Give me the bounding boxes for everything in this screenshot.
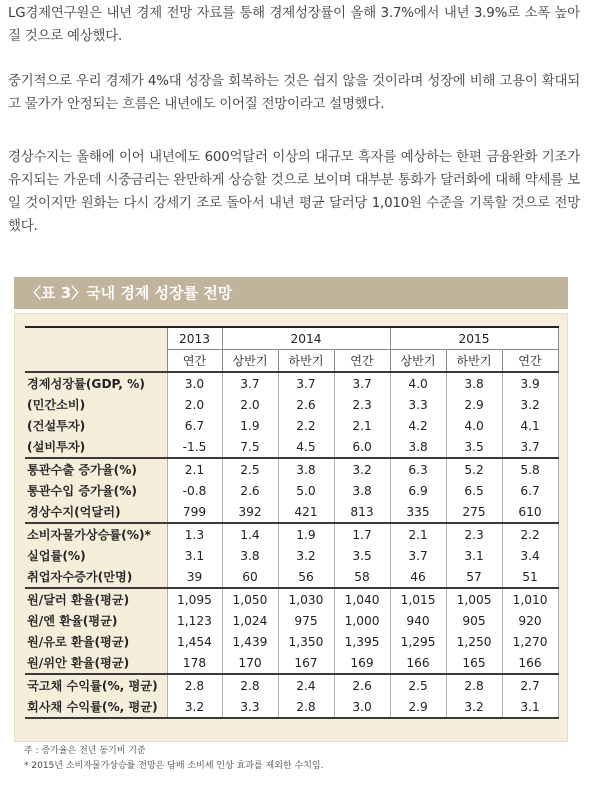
table-cell: 1.9: [222, 415, 278, 436]
table-row: [25, 652, 558, 674]
table-cell: 1,123: [167, 610, 222, 631]
table-cell: 3.8: [390, 436, 446, 458]
table-cell: -0.8: [167, 480, 222, 501]
table-row: [25, 545, 558, 566]
row-label: (건설투자): [27, 419, 86, 433]
table-cell: 56: [278, 566, 334, 588]
table-cell: 2.8: [222, 674, 278, 696]
table-cell: 6.3: [390, 458, 446, 480]
table-cell: 275: [446, 501, 502, 523]
table-cell: 2.6: [278, 394, 334, 415]
table-cell: 1,350: [278, 631, 334, 652]
table-cell: 2.0: [222, 394, 278, 415]
table-cell: 1,439: [222, 631, 278, 652]
table-cell: 1,024: [222, 610, 278, 631]
table-cell: 3.7: [334, 372, 390, 394]
period-header: 연간: [502, 350, 558, 373]
table-cell: 6.5: [446, 480, 502, 501]
table-cell: 3.2: [334, 458, 390, 480]
row-label: 원/달러 환율(평균): [25, 588, 167, 610]
row-label: 경제성장률(GDP, %): [25, 372, 167, 394]
table-cell: 3.3: [222, 696, 278, 718]
row-label: 통관수출 증가율(%): [25, 458, 167, 480]
table-cell: 6.7: [167, 415, 222, 436]
table-cell: 1,005: [446, 588, 502, 610]
period-header-row: [25, 350, 558, 373]
table-cell: 57: [446, 566, 502, 588]
table-notes: [24, 744, 323, 774]
table-cell: 1,015: [390, 588, 446, 610]
table-cell: 1,295: [390, 631, 446, 652]
table-cell: 1.9: [278, 523, 334, 545]
table-cell: 7.5: [222, 436, 278, 458]
table-cell: 1.4: [222, 523, 278, 545]
period-header: 상반기: [222, 350, 278, 373]
table-cell: 2.9: [390, 696, 446, 718]
table-cell: 2.6: [222, 480, 278, 501]
table-row: [25, 436, 558, 458]
table-cell: 3.7: [278, 372, 334, 394]
table-row: [25, 588, 558, 610]
year-header: 2015: [390, 327, 558, 350]
table-cell: 799: [167, 501, 222, 523]
forecast-table: [25, 326, 559, 719]
table-cell: 813: [334, 501, 390, 523]
table-row: [25, 501, 558, 523]
row-label: 원/위안 환율(평균): [27, 656, 130, 670]
table-cell: 1,030: [278, 588, 334, 610]
table-cell: 421: [278, 501, 334, 523]
table-cell: 3.8: [446, 372, 502, 394]
table-cell: 3.7: [502, 436, 558, 458]
note-cpi-footnote: * 2015년 소비자물가상승률 전망은 담배 소비세 인상 효과를 제외한 수치임.: [24, 761, 324, 771]
table-row: [25, 523, 558, 545]
header-blank: [25, 350, 167, 373]
table-cell: 1,270: [502, 631, 558, 652]
table-cell: 2.2: [502, 523, 558, 545]
outlook-paragraph: 중기적으로 우리 경제가 4%대 성장을 회복하는 것은 쉽지 않을 것이라며 성장에 비해 고용이 확대되고 물가가 안정되는 흐름은 내년에도 이어질 전망이라고 설명했다.: [8, 74, 580, 112]
table-cell: 1,010: [502, 588, 558, 610]
table-cell: 1,250: [446, 631, 502, 652]
row-label: 소비자물가상승률(%)*: [25, 523, 167, 545]
row-label: 국고채 수익률(%, 평균): [25, 674, 167, 696]
table-body: [25, 372, 558, 718]
table-cell: 39: [167, 566, 222, 588]
row-label: 취업자수증가(만명): [27, 570, 133, 584]
table-cell: 975: [278, 610, 334, 631]
table-cell: 6.0: [334, 436, 390, 458]
table-cell: 3.7: [222, 372, 278, 394]
table-cell: 1.7: [334, 523, 390, 545]
period-header: 연간: [334, 350, 390, 373]
table-cell: 4.1: [502, 415, 558, 436]
row-label: 통관수입 증가율(%): [27, 484, 138, 498]
table-cell: 392: [222, 501, 278, 523]
table-cell: 4.2: [390, 415, 446, 436]
period-header: 연간: [167, 350, 222, 373]
table-cell: 3.3: [390, 394, 446, 415]
table-cell: 4.0: [446, 415, 502, 436]
table-cell: 3.5: [446, 436, 502, 458]
table-cell: 5.2: [446, 458, 502, 480]
year-header: 2014: [222, 327, 390, 350]
table-cell: 3.2: [278, 545, 334, 566]
table-cell: 3.0: [334, 696, 390, 718]
table-cell: 3.2: [167, 696, 222, 718]
table-cell: 1,000: [334, 610, 390, 631]
row-label: 실업률(%): [27, 549, 86, 563]
table-row: [25, 458, 558, 480]
year-header-row: [25, 327, 558, 350]
row-label: 원/유로 환율(평균): [27, 635, 130, 649]
table-cell: 166: [390, 652, 446, 674]
table-cell: 170: [222, 652, 278, 674]
table-cell: 1,395: [334, 631, 390, 652]
table-row: [25, 696, 558, 718]
table-cell: 2.3: [334, 394, 390, 415]
table-cell: 1.3: [167, 523, 222, 545]
table-cell: 5.8: [502, 458, 558, 480]
table-row: [25, 415, 558, 436]
table-cell: 3.1: [446, 545, 502, 566]
table-cell: 1,454: [167, 631, 222, 652]
table-cell: 46: [390, 566, 446, 588]
table-row: [25, 480, 558, 501]
table-cell: -1.5: [167, 436, 222, 458]
table-cell: 920: [502, 610, 558, 631]
table-cell: 3.0: [167, 372, 222, 394]
row-label: 경상수지(억달러): [27, 505, 121, 519]
table-cell: 51: [502, 566, 558, 588]
table-cell: 6.7: [502, 480, 558, 501]
table-row: [25, 631, 558, 652]
table-cell: 2.3: [446, 523, 502, 545]
header-blank: [25, 327, 167, 350]
table-cell: 905: [446, 610, 502, 631]
table-cell: 2.5: [390, 674, 446, 696]
row-label: (민간소비): [27, 398, 86, 412]
table-cell: 3.8: [222, 545, 278, 566]
table-cell: 2.0: [167, 394, 222, 415]
table-cell: 3.4: [502, 545, 558, 566]
period-header: 하반기: [446, 350, 502, 373]
table-cell: 2.1: [167, 458, 222, 480]
table-cell: 169: [334, 652, 390, 674]
table-cell: 2.1: [390, 523, 446, 545]
row-label: 회사채 수익률(%, 평균): [25, 696, 167, 718]
table-cell: 3.1: [167, 545, 222, 566]
table-cell: 3.8: [278, 458, 334, 480]
intro-paragraph: LG경제연구원은 내년 경제 전망 자료를 통해 경제성장률이 올해 3.7%에서 내년 3.9%로 소폭 높아질 것으로 예상했다.: [8, 6, 580, 44]
period-header: 상반기: [390, 350, 446, 373]
table-cell: 335: [390, 501, 446, 523]
table-cell: 2.2: [278, 415, 334, 436]
table-cell: 4.0: [390, 372, 446, 394]
table-cell: 1,095: [167, 588, 222, 610]
table-cell: 60: [222, 566, 278, 588]
table-cell: 4.5: [278, 436, 334, 458]
table-cell: 2.6: [334, 674, 390, 696]
table-row: [25, 566, 558, 588]
period-header: 하반기: [278, 350, 334, 373]
table-row: [25, 674, 558, 696]
table-cell: 2.4: [278, 674, 334, 696]
table-cell: 166: [502, 652, 558, 674]
table-cell: 2.9: [446, 394, 502, 415]
table-cell: 2.1: [334, 415, 390, 436]
table-row: [25, 372, 558, 394]
table-row: [25, 394, 558, 415]
table-cell: 6.9: [390, 480, 446, 501]
table-cell: 3.5: [334, 545, 390, 566]
table-cell: 178: [167, 652, 222, 674]
note-growth-basis: 주 : 증가율은 전년 동기비 기준: [24, 746, 146, 756]
table-cell: 1,050: [222, 588, 278, 610]
table-cell: 610: [502, 501, 558, 523]
table-cell: 2.5: [222, 458, 278, 480]
table-cell: 2.7: [502, 674, 558, 696]
table-cell: 2.8: [446, 674, 502, 696]
table-cell: 3.2: [502, 394, 558, 415]
table-cell: 3.8: [334, 480, 390, 501]
row-label: 원/엔 환율(평균): [27, 614, 118, 628]
table-cell: 5.0: [278, 480, 334, 501]
current-account-paragraph: 경상수지는 올해에 이어 내년에도 600억달러 이상의 대규모 흑자를 예상하는 한편 금융완화 기조가 유지되는 가운데 시중금리는 완만하게 상승할 것으로 보이며 대부분 통화가 달러화에 대해 약세를 보일 것이지만 원화는 다시 강세기 조로 돌아서 내년 평균 달러당 1,010원 수준을 기록할 것으로 전망했다.: [8, 150, 580, 234]
table-cell: 3.9: [502, 372, 558, 394]
table-cell: 2.8: [167, 674, 222, 696]
table-cell: 3.2: [446, 696, 502, 718]
year-header: 2013: [167, 327, 222, 350]
table-title: 〈표 3〉국내 경제 성장률 전망: [14, 277, 568, 309]
row-label: (설비투자): [27, 440, 86, 454]
table-cell: 2.8: [278, 696, 334, 718]
table-cell: 1,040: [334, 588, 390, 610]
forecast-table-panel: [14, 313, 568, 742]
table-cell: 165: [446, 652, 502, 674]
table-cell: 940: [390, 610, 446, 631]
table-cell: 58: [334, 566, 390, 588]
table-cell: 3.7: [390, 545, 446, 566]
table-cell: 3.1: [502, 696, 558, 718]
table-row: [25, 610, 558, 631]
table-cell: 167: [278, 652, 334, 674]
